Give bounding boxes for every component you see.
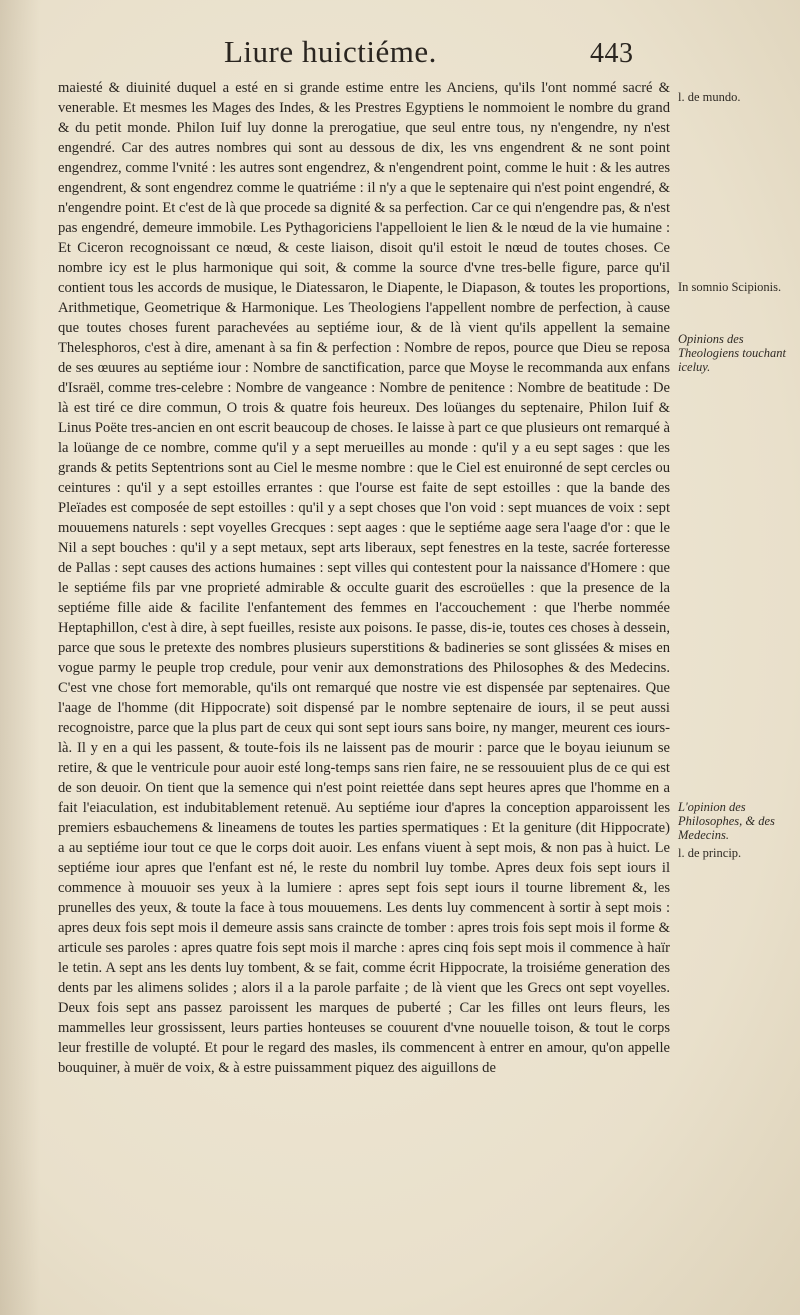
body-paragraph: maiesté & diuinité duquel a esté en si grande estime entre les Anciens, qu'ils l'ont nommé sacré & venerable. Et mesmes les Mages des Indes, & les Prestres Egyptiens le nommoient le nombre du grand & du petit monde. Philon Iuif luy donne la prerogatiue, que seul entre tous, ny n'engendre, ny n'est engendré. Car des autres nombres qui sont au dessous de dix, les vns engendrent & ne sont point engendrez, comme l'vnité : les autres sont engendrez, & n'engendrent point, comme le huit : & les autres engendrent, & sont engendrez comme le quatriéme : il n'y a que le septenaire qui n'est point engendré, & n'engendre point. Et c'est de là que procede sa dignité & sa perfection. Car ce qui n'engendre pas, & n'est pas engendré, demeure immobile. Les Pythagoriciens l'appelloient le lien & le nœud de la vie humaine : Et Ciceron recognoissant ce nœud, & ceste liaison, disoit qu'il estoit le nœud de toutes choses. Ce nombre icy est le plus harmonique qui soit, & comme la source d'vne tres-belle figure, parce qu'il contient tous les accords de musique, le Diatessaron, le Diapente, le Diapason, & toutes les proportions, Arithmetique, Geometrique & Harmonique. Les Theologiens l'appellent nombre de perfection, à cause que toutes choses furent parachevées au septiéme iour, & de là vient qu'ils appellent la semaine Thelesphoros, c'est à dire, amenant à sa fin & perfection : Nombre de repos, pource que Dieu se reposa de ses œuures au septiéme iour : Nombre de sanctification, parce que Moyse le recommanda aux enfans d'Israël, comme tres-celebre : Nombre de vangeance : Nombre de penitence : Nombre de beatitude : De là est tiré ce dire commun, O trois & quatre fois heureux. Des loüanges du septenaire, Philon Iuif & Linus Poëte tres-ancien en ont escrit beaucoup de choses. Ie laisse à part ce que plusieurs ont remarqué à la loüange de ce nombre, comme qu'il y a sept merueilles au monde : qu'il y a eu sept sages : que les grands & petits Septentrions sont au Ciel le mesme nombre : que le Ciel est enuironné de sept cercles ou ceintures : qu'il y a sept estoilles errantes : que l'ourse est faite de sept estoilles : que la bande des Pleïades est composée de sept estoilles : qu'il y a sept choses que l'on void : sept muances de voix : sept mouuemens naturels : sept voyelles Grecques : sept aages : que le septiéme aage sera l'aage d'or : que le Nil a sept bouches : qu'il y a sept metaux, sept arts liberaux, sept fenestres en la teste, sacrée forteresse de Pallas : sept causes des actions humaines : sept villes qui contestent pour la naissance d'Homere : que le septiéme fils par vne proprieté admirable & occulte guarit des escroüelles : que la presence de la septiéme fille aide & facilite l'enfantement des femmes en l'accouchement : que l'herbe nommée Heptaphillon, c'est à dire, à sept fueilles, resiste aux poisons. Ie passe, dis-ie, toutes ces choses à dessein, parce que sous le pretexte des nombres plusieurs superstitions & badineries se sont glissées & mises en vogue parmy le peuple trop credule, pour venir aux demonstrations des Philosophes & des Medecins. C'est vne chose fort memorable, qu'ils ont remarqué que nostre vie est dispensée par septenaires. Que l'aage de l'homme (dit Hippocrate) soit dispensé par le nombre septenaire de iours, il se peut aussi recognoistre, parce que la plus part de ceux qui sont sept iours sans boire, ny manger, meurent ces iours-là. Il y en a qui les passent, & toute-fois ils ne laissent pas de mourir : parce que le boyau ieiunum se retire, & que le ventricule pour auoir esté long-temps sans rien faire, ne se ressouuient plus de ce qui est de son deuoir. On tient que la semence qui n'est point reiettée dans sept heures apres que l'homme en a fait l'eiaculation, est indubitablement retenuë. Au septiéme iour d'apres la conception apparoissent les premiers esbauchemens & lineamens de toutes les parties spermatiques : Et la geniture (dit Hippocrate) a au septiéme iour tout ce que le corps doit auoir. Les enfans viuent à sept mois, & non pas à huict. Le septiéme iour apres que l'enfant est né, le reste du nombril luy tombe. Apres deux fois sept iours il commence à mouuoir ses yeux à la lumiere : apres sept fois sept iours il tourne librement &, les prunelles des yeux, & toute la face à tous mouuemens. Les dents luy commencent à sortir à sept mois : apres deux fois sept mois il demeure assis sans craincte de tomber : apres trois fois sept mois il forme & articule ses paroles : apres quatre fois sept mois il marche : apres cinq fois sept mois il commence à haïr le tetin. A sept ans les dents luy tombent, & se fait, comme écrit Hippocrate, la troisiéme generation des dents par les alimens solides ; alors il a la parole parfaite ; de là vient que les Grecs ont sept voyelles. Deux fois sept ans passez paroissent les marques de puberté ; Car les filles ont leurs fleurs, les mammelles leur grossissent, leurs parties honteuses se couurent d'vne nouuelle toison, & tout le corps leur frestille de volupté. Et pour le regard des masles, ils commencent à entrer en amour, qu'on appelle bouquiner, à muër de voix, & à estre puissamment piquez des aiguillons de (58, 80, 670, 1076)
page-number: 443 (590, 38, 634, 69)
body-text-block (58, 78, 670, 1078)
margin-note-de-mundo: l. de mundo. (678, 90, 741, 104)
margin-note-philosophes-medecins: L'opinion des Philosophes, & des Medecins. (678, 800, 775, 842)
running-title: Liure huictiéme. (224, 34, 437, 69)
gutter-shadow (0, 0, 40, 1315)
margin-note-theologiens: Opinions des Theologiens touchant iceluy. (678, 332, 786, 374)
margin-note-somnio-scipionis: In somnio Scipionis. (678, 280, 782, 294)
margin-note-de-princip: l. de princip. (678, 846, 742, 860)
